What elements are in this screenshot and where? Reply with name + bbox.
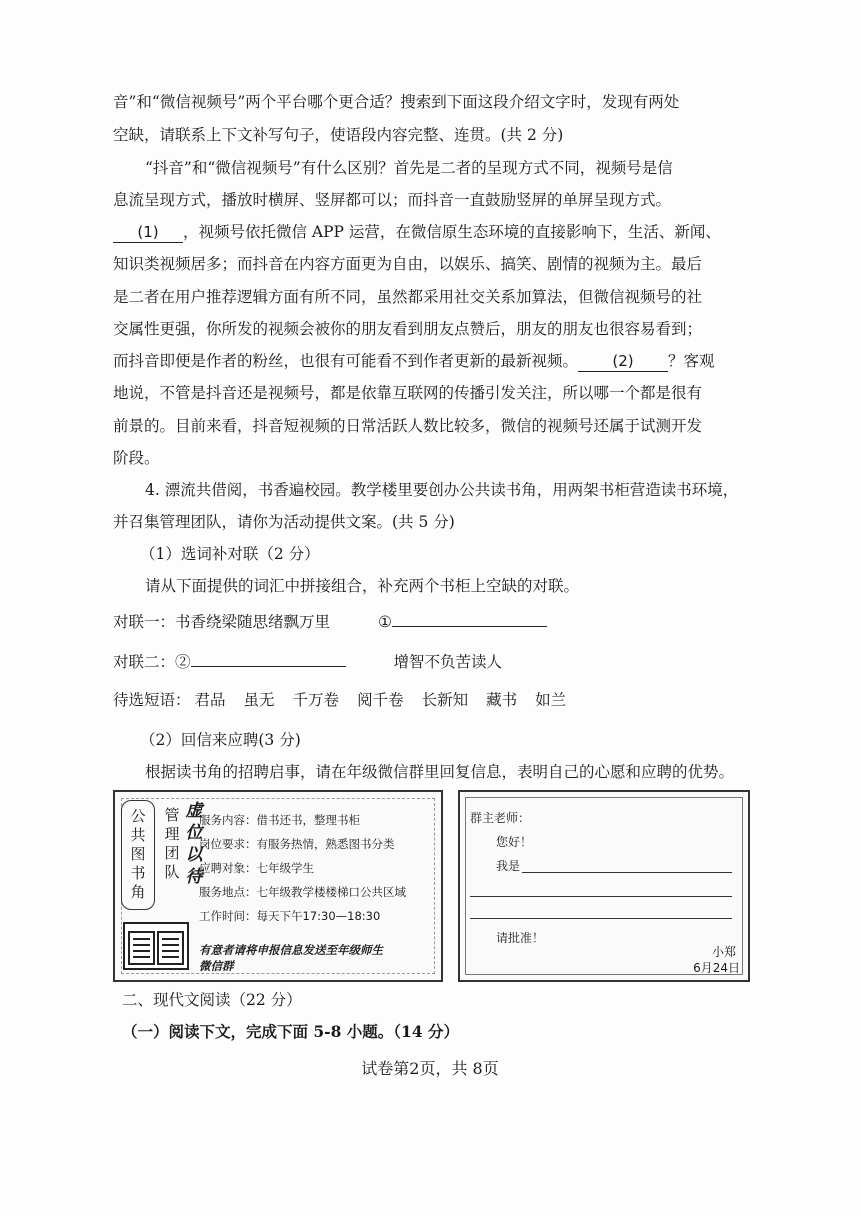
- poster-note-1: 有意者请将申报信息发送至年级师生: [199, 943, 383, 957]
- poster-title-vertical: 公共图书角: [130, 807, 146, 901]
- blank-2[interactable]: (2): [578, 351, 668, 372]
- passage-line-7a: 而抖音即便是作者的粉丝，也很有可能看不到作者更新的最新视频。: [113, 352, 579, 370]
- poster-note-2: 微信群: [199, 959, 234, 973]
- passage-line-7b: ？客观: [668, 352, 715, 370]
- question-4-line-2: 并召集管理团队，请你为活动提供文案。(共 5 分): [113, 513, 455, 531]
- phrase-item: 长新知: [421, 691, 469, 709]
- passage-line-7: [113, 351, 753, 372]
- couplet-1-mark: ①: [378, 613, 392, 631]
- phrase-item: 如兰: [535, 691, 567, 709]
- blank-1[interactable]: (1): [113, 222, 183, 243]
- passage-line-3: [113, 222, 753, 243]
- sub-question-2-title: （2）回信来应聘(3 分): [140, 731, 301, 749]
- sub-question-2-prompt: 根据读书角的招聘启事，请在年级微信群里回复信息，表明自己的心愿和应聘的优势。: [145, 763, 735, 781]
- question-4-line-1: 4. 漂流共借阅，书香遍校园。教学楼里要创办公共读书角，用两架书柜营造读书环境，: [145, 481, 739, 499]
- phrase-item: 君品: [194, 691, 226, 709]
- phrase-item: 阅千卷: [357, 691, 404, 709]
- couplet-1-answer-line[interactable]: [392, 610, 547, 627]
- phrase-item: 虽无: [243, 691, 275, 709]
- passage-line-2: 息流呈现方式，播放时横屏、竖屏都可以；而抖音一直鼓励竖屏的单屏呈现方式。: [113, 191, 672, 209]
- section-2-title: 二、现代文阅读（22 分）: [122, 991, 302, 1009]
- sub-question-1-title: （1）选词补对联（2 分）: [140, 545, 320, 563]
- passage-line-4: 知识类视频居多；而抖音在内容方面更为自由，以娱乐、搞笑、剧情的视频为主。最后: [113, 255, 703, 273]
- phrase-item: 千万卷: [292, 691, 340, 709]
- passage-line-6: 交属性更强，你所发的视频会被你的朋友看到朋友点赞后，朋友的朋友也很容易看到；: [113, 320, 703, 338]
- passage-line-10: 阶段。: [113, 449, 160, 467]
- couplet-2-label: 对联二：②: [113, 653, 191, 671]
- couplet-2-right: 增智不负苦读人: [393, 653, 503, 671]
- intro-line-2: 空缺，请联系上下文补写句子，使语段内容完整、连贯。(共 2 分): [113, 126, 564, 144]
- reply-answer-line-3[interactable]: [470, 918, 732, 919]
- passage-line-3-text: ，视频号依托微信 APP 运营，在微信原生态环境的直接影响下，生活、新闻、: [183, 223, 721, 241]
- reply-iam: 我是: [496, 859, 521, 873]
- reply-date: 6月24日: [693, 961, 740, 975]
- poster-row-target: 应聘对象：七年级学生: [199, 861, 314, 875]
- couplet-2-answer-line[interactable]: [191, 650, 346, 667]
- poster-row-service: 服务内容：借书还书，整理书柜: [199, 813, 360, 827]
- reply-signer: 小郑: [711, 945, 736, 959]
- reply-card: [458, 790, 750, 982]
- reply-request: 请批准！: [496, 931, 545, 945]
- couplet-2: [113, 650, 753, 672]
- passage-line-8: 地说，不管是抖音还是视频号，都是依靠互联网的传播引发关注，所以哪一个都是很有: [113, 384, 703, 402]
- couplet-1: [113, 610, 753, 632]
- poster-row-location: 服务地点：七年级教学楼楼梯口公共区域: [199, 885, 406, 899]
- poster-row-time: 工作时间：每天下午17:30—18:30: [199, 909, 381, 923]
- intro-line-1: 音”和“微信视频号”两个平台哪个更合适？搜索到下面这段介绍文字时，发现有两处: [113, 93, 680, 111]
- reply-greeting: 群主老师：: [470, 811, 531, 825]
- reply-answer-line-2[interactable]: [470, 896, 732, 897]
- poster-subtitle-vertical: 管理团队: [164, 806, 180, 881]
- poster-slogan-vertical: 虚位以待: [185, 801, 203, 887]
- recruitment-poster: [113, 790, 443, 982]
- open-book-icon: [123, 922, 189, 970]
- passage-line-5: 是二者在用户推荐逻辑方面有所不同，虽然都采用社交关系加算法，但微信视频号的社: [113, 288, 703, 306]
- phrase-list-label: 待选短语：: [113, 691, 191, 709]
- reply-hello: 您好！: [496, 835, 533, 849]
- poster-row-requirement: 岗位要求：有服务热情，熟悉图书分类: [199, 837, 395, 851]
- phrase-list: [113, 690, 753, 710]
- reply-answer-line-1[interactable]: [522, 872, 732, 873]
- passage-line-1: “抖音”和“微信视频号”有什么区别？首先是二者的呈现方式不同，视频号是信: [145, 159, 673, 177]
- passage-line-9: 前景的。目前来看，抖音短视频的日常活跃人数比较多，微信的视频号还属于试测开发: [113, 417, 703, 435]
- page-footer: 试卷第2页，共 8页: [361, 1059, 499, 1078]
- couplet-1-label: 对联一：书香绕梁随思绪飘万里: [113, 613, 331, 631]
- phrase-item: 藏书: [486, 691, 518, 709]
- section-2-subtitle: （一）阅读下文，完成下面 5-8 小题。（14 分）: [122, 1022, 460, 1041]
- sub-question-1-prompt: 请从下面提供的词汇中拼接组合，补充两个书柜上空缺的对联。: [145, 577, 580, 595]
- poster-title-box: [121, 800, 155, 910]
